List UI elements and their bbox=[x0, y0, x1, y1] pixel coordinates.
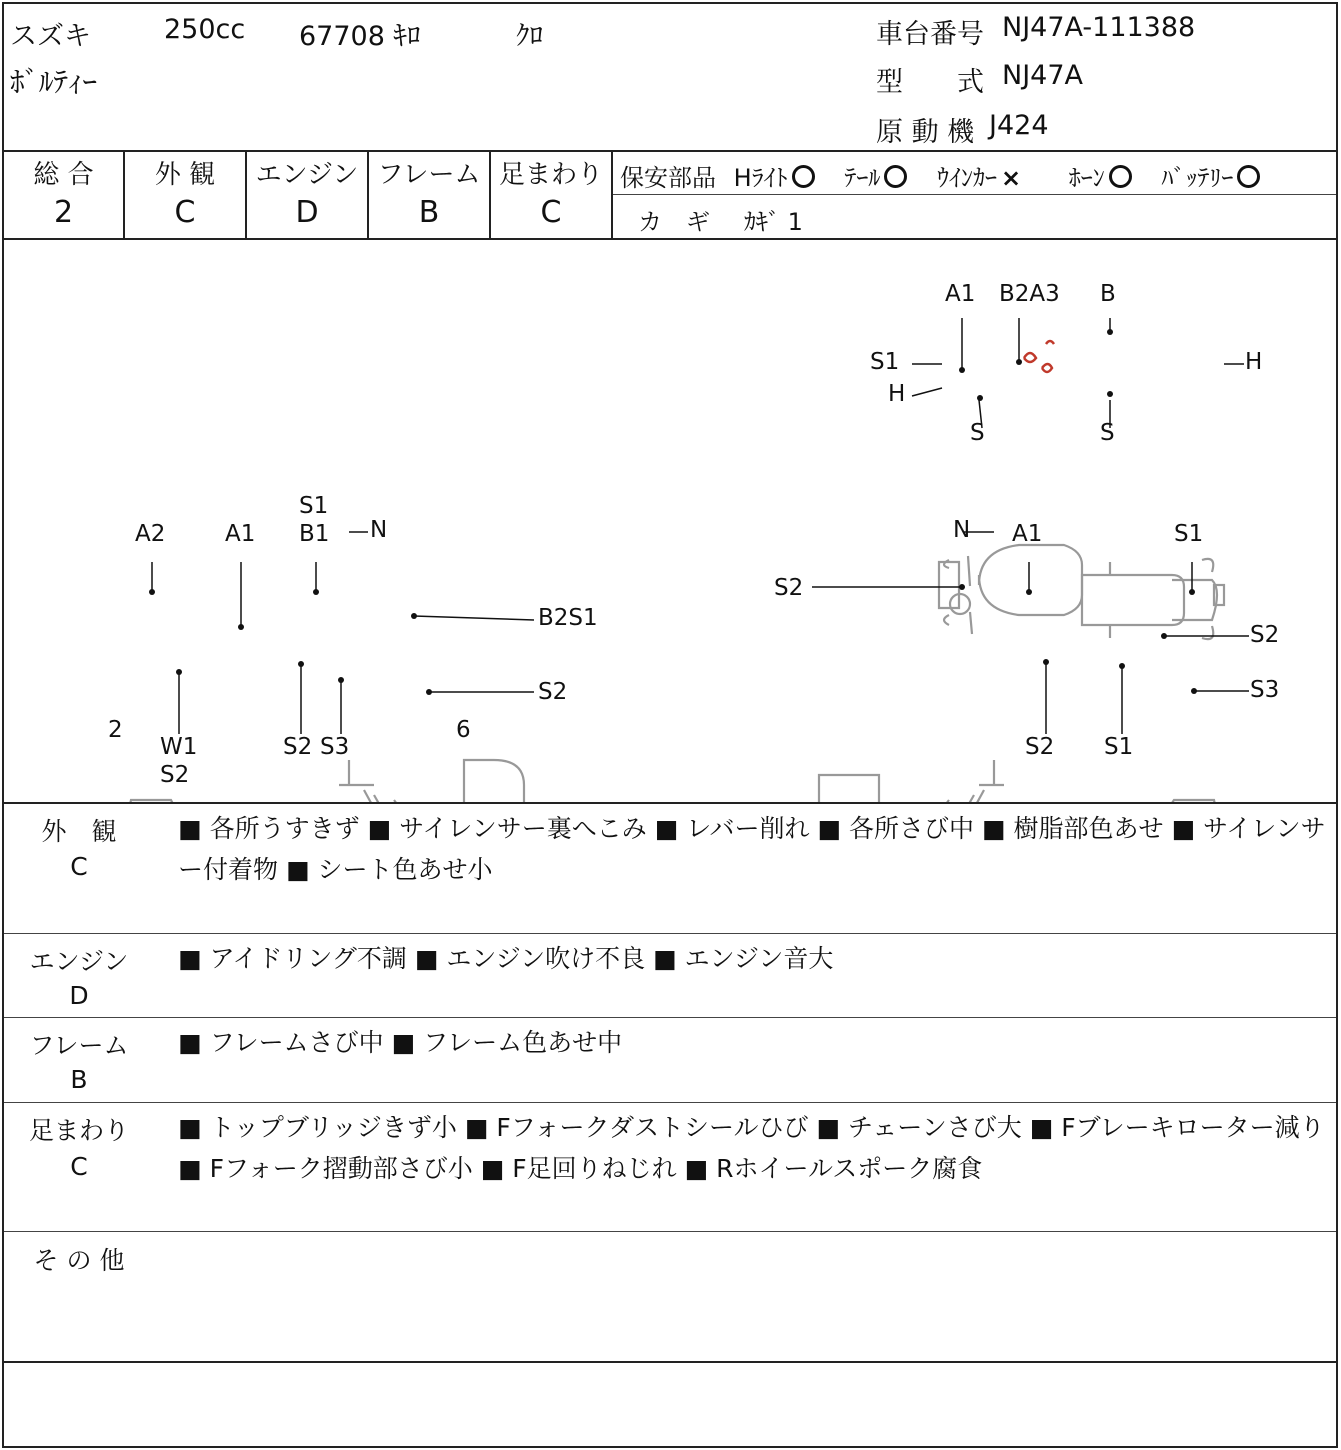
key-label: カ ギ bbox=[638, 208, 710, 236]
grade-value: D bbox=[295, 195, 319, 230]
grade-frame bbox=[369, 154, 489, 230]
section-text: ■ トップブリッジきず小 ■ Fフォークダストシールひび ■ チェーンさび大 ■ Fブレーキローター減り ■ Fフォーク摺動部さび小 ■ F足回りねじれ ■ Rホイールスポーク腐食 bbox=[178, 1113, 1325, 1183]
section-grade: C bbox=[70, 1152, 88, 1181]
section-grade: C bbox=[70, 852, 88, 881]
diagram-label: S1 bbox=[1104, 734, 1134, 760]
grade-engine bbox=[247, 154, 367, 230]
divider bbox=[613, 194, 1336, 195]
diagram-label: N bbox=[953, 517, 971, 543]
diagram-label: A1 bbox=[225, 521, 256, 547]
safety-item-headlight bbox=[734, 164, 815, 192]
diagram-label: H bbox=[888, 381, 906, 407]
grade-overall bbox=[4, 154, 123, 230]
diagram-label: A1 bbox=[945, 281, 976, 307]
ok-circle-icon bbox=[1237, 165, 1260, 188]
safety-parts bbox=[620, 158, 1260, 193]
ok-circle-icon bbox=[1109, 165, 1132, 188]
section-text: ■ 各所うすきず ■ サイレンサー裏へこみ ■ レバー削れ ■ 各所さび中 ■ 樹脂部色あせ ■ サイレンサー付着物 ■ シート色あせ小 bbox=[178, 814, 1326, 884]
diagram-label: B bbox=[1100, 281, 1116, 307]
ok-circle-icon bbox=[792, 165, 815, 188]
divider bbox=[4, 1102, 1336, 1103]
damage-diagram bbox=[4, 240, 1336, 802]
ng-cross-icon: × bbox=[1000, 164, 1022, 192]
diagram-label: S2 bbox=[538, 679, 568, 705]
diagram-label: S3 bbox=[320, 734, 350, 760]
grade-label: 足まわり bbox=[498, 160, 603, 190]
type-label: 型 式 bbox=[876, 67, 984, 98]
right-side-view-outline bbox=[819, 760, 1229, 802]
diagram-label: B1 bbox=[299, 521, 330, 547]
frame-no: NJ47A-111388 bbox=[1002, 12, 1196, 43]
section-label: 外 観 bbox=[41, 817, 117, 846]
diagram-label: S2 bbox=[160, 762, 190, 788]
diagram-label: B2S1 bbox=[538, 605, 598, 631]
safety-item-battery bbox=[1161, 164, 1260, 192]
section-label: 足まわり bbox=[28, 1116, 129, 1145]
safety-item-horn bbox=[1069, 164, 1132, 192]
model-name: ﾎﾞﾙﾃｨｰ bbox=[10, 65, 98, 99]
key-value: ｶｷﾞ 1 bbox=[744, 208, 803, 236]
divider bbox=[4, 933, 1336, 934]
diagram-label: S bbox=[970, 420, 985, 446]
grade-label: フレーム bbox=[377, 160, 481, 190]
grade-exterior bbox=[125, 154, 245, 230]
type-value: NJ47A bbox=[1002, 60, 1083, 91]
safety-label: ｳｲﾝｶｰ bbox=[936, 164, 997, 192]
grade-suspension bbox=[491, 154, 611, 230]
frame-no-label: 車台番号 bbox=[876, 19, 984, 50]
ok-circle-icon bbox=[884, 165, 907, 188]
top-view-outline bbox=[939, 545, 1224, 639]
diagram-label: S1 bbox=[299, 493, 329, 519]
diagram-label: S2 bbox=[1025, 734, 1055, 760]
safety-title: 保安部品 bbox=[620, 164, 716, 192]
diagram-label: S2 bbox=[283, 734, 313, 760]
section-grade: B bbox=[70, 1065, 88, 1094]
diagram-label: S2 bbox=[774, 575, 804, 601]
damage-marks bbox=[1024, 341, 1054, 372]
diagram-label: S2 bbox=[1250, 622, 1280, 648]
divider bbox=[4, 1361, 1336, 1363]
safety-label: ﾃｰﾙ bbox=[844, 164, 881, 192]
color: ｸﾛ bbox=[516, 21, 543, 52]
diagram-label: A2 bbox=[135, 521, 166, 547]
diagram-label: S bbox=[1100, 420, 1115, 446]
diagram-label: A1 bbox=[1012, 521, 1043, 547]
maker: スズキ bbox=[10, 21, 91, 52]
divider bbox=[4, 802, 1336, 804]
section-text: ■ アイドリング不調 ■ エンジン吹け不良 ■ エンジン音大 bbox=[178, 944, 834, 973]
diagram-label: 6 bbox=[456, 717, 471, 743]
divider bbox=[4, 1017, 1336, 1018]
safety-label: ﾊﾞｯﾃﾘｰ bbox=[1161, 164, 1234, 192]
divider bbox=[4, 150, 1336, 152]
grade-value: B bbox=[418, 195, 440, 230]
diagram-label: N bbox=[370, 517, 388, 543]
diagram-label: 2 bbox=[108, 717, 123, 743]
section-grade: D bbox=[69, 981, 89, 1010]
divider bbox=[4, 1231, 1336, 1232]
diagram-label: H bbox=[1245, 349, 1263, 375]
diagram-label: S1 bbox=[1174, 521, 1204, 547]
safety-label: Hﾗｲﾄ bbox=[733, 164, 788, 192]
diagram-label: S1 bbox=[870, 349, 900, 375]
section-text: ■ フレームさび中 ■ フレーム色あせ中 bbox=[178, 1028, 623, 1057]
section-label: エンジン bbox=[29, 947, 129, 976]
grade-value: C bbox=[174, 195, 196, 230]
diagram-label: W1 bbox=[160, 734, 198, 760]
safety-label: ﾎｰﾝ bbox=[1068, 164, 1105, 192]
inspection-sheet bbox=[2, 2, 1338, 1448]
grade-label: エンジン bbox=[255, 160, 359, 190]
diagram-label: S3 bbox=[1250, 677, 1280, 703]
section-label: フレーム bbox=[29, 1031, 129, 1060]
displacement: 250cc bbox=[164, 14, 246, 45]
safety-item-tail bbox=[844, 164, 907, 192]
grade-label: 総 合 bbox=[33, 160, 94, 190]
safety-item-winker bbox=[937, 164, 1021, 192]
grade-label: 外 観 bbox=[154, 160, 216, 190]
diagram-label: B2A3 bbox=[999, 281, 1060, 307]
mileage: 67708 ｷﾛ bbox=[299, 21, 421, 52]
engine-label: 原 動 機 bbox=[876, 117, 975, 148]
engine-value: J424 bbox=[989, 110, 1049, 141]
section-label: そ の 他 bbox=[33, 1246, 125, 1275]
grade-value: C bbox=[540, 195, 562, 230]
grade-value: 2 bbox=[53, 195, 74, 230]
